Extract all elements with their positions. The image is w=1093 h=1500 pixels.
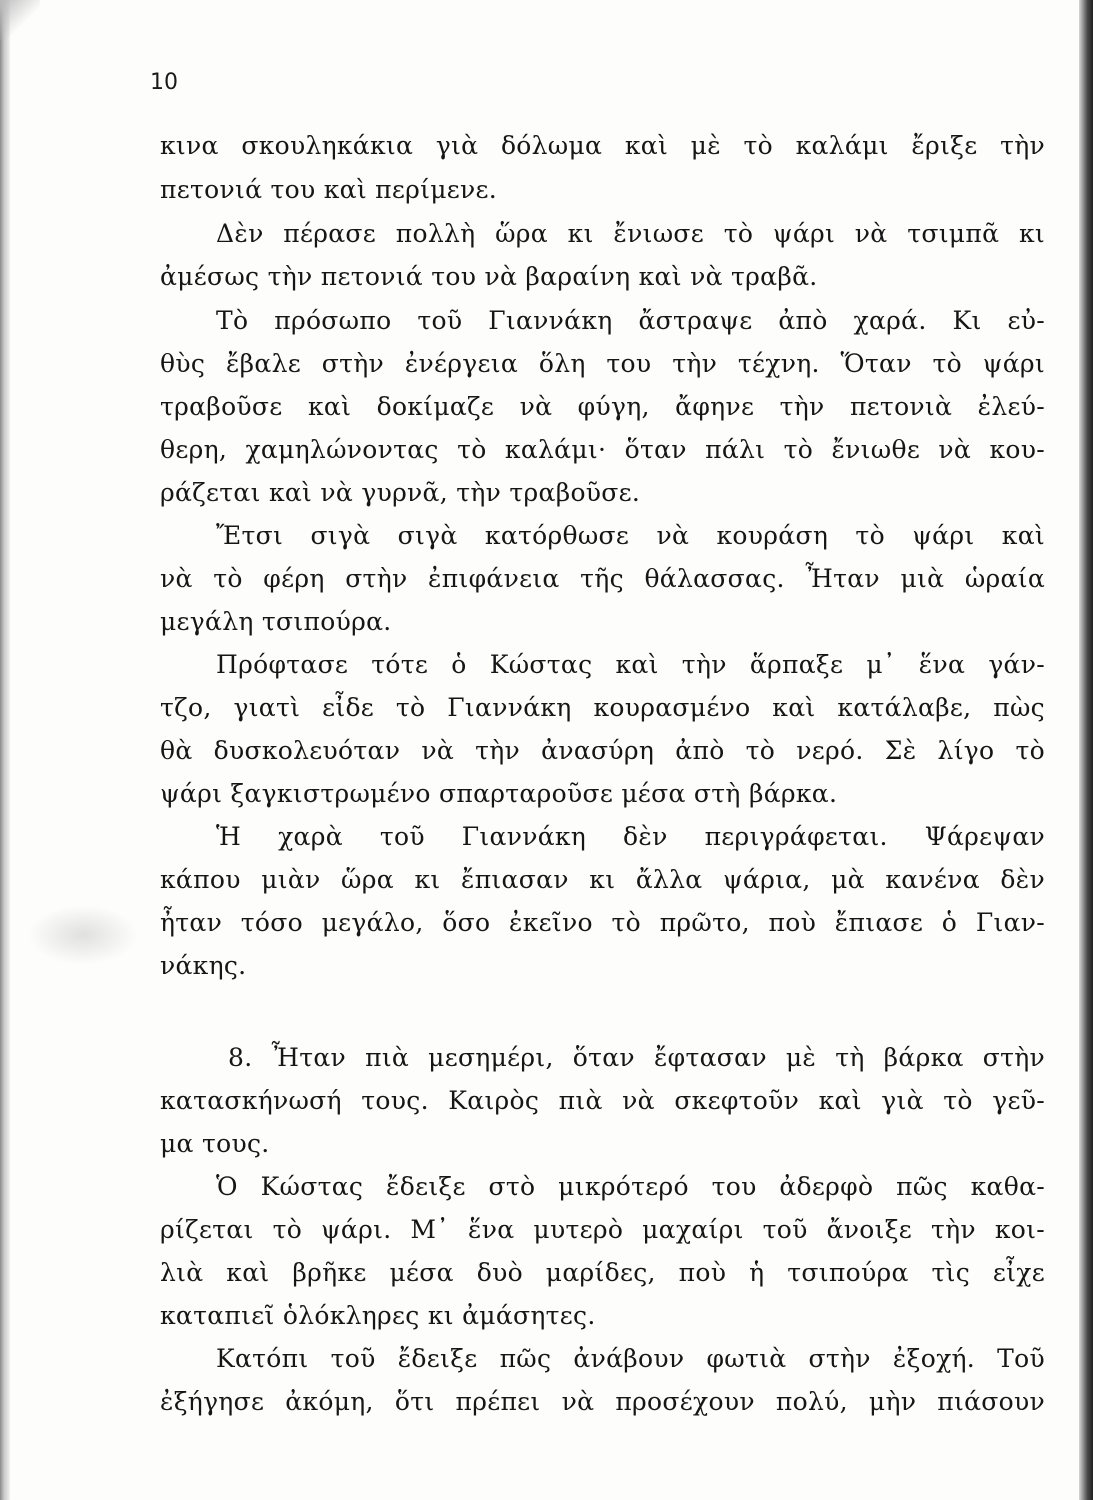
text-line: μα τους. — [160, 1129, 270, 1158]
text-line: κινα σκουληκάκια γιὰ δόλωμα καὶ μὲ τὸ καλάμι ἔριξε τὴν — [160, 131, 1045, 160]
text-line: Κατόπι τοῦ ἔδειξε πῶς ἀνάβουν φωτιὰ στὴν ἐξοχή. Τοῦ — [216, 1344, 1045, 1373]
text-line: θὺς ἔβαλε στὴν ἐνέργεια ὅλη του τὴν τέχνη. Ὅταν τὸ ψάρι — [160, 349, 1045, 378]
scan-corner-shadow — [0, 0, 40, 40]
text-line: θὰ δυσκολευόταν νὰ τὴν ἀνασύρη ἀπὸ τὸ νερό. Σὲ λίγο τὸ — [160, 736, 1045, 765]
text-line: Ἔτσι σιγὰ σιγὰ κατόρθωσε νὰ κουράση τὸ ψάρι καὶ — [216, 521, 1045, 550]
text-line: Ὁ Κώστας ἔδειξε στὸ μικρότερό του ἀδερφὸ πῶς καθα- — [216, 1172, 1045, 1201]
text-line: κατασκήνωσή τους. Καιρὸς πιὰ νὰ σκεφτοῦν καὶ γιὰ τὸ γεῦ- — [160, 1086, 1045, 1115]
section-start-line: 8. Ἦταν πιὰ μεσημέρι, ὅταν ἔφτασαν μὲ τὴ βάρκα στὴν — [228, 1043, 1045, 1072]
text-line: μεγάλη τσιπούρα. — [160, 607, 392, 636]
text-line: ρίζεται τὸ ψάρι. Μ᾿ ἕνα μυτερὸ μαχαίρι τοῦ ἄνοιξε τὴν κοι- — [160, 1215, 1045, 1244]
scan-smudge — [28, 905, 138, 965]
scan-edge-right — [1079, 0, 1093, 1500]
text-line: τζο, γιατὶ εἶδε τὸ Γιαννάκη κουρασμένο καὶ κατάλαβε, πὼς — [160, 693, 1045, 722]
text-line: λιὰ καὶ βρῆκε μέσα δυὸ μαρίδες, ποὺ ἡ τσιπούρα τὶς εἶχε — [160, 1258, 1045, 1287]
text-line: θερη, χαμηλώνοντας τὸ καλάμι· ὅταν πάλι τὸ ἔνιωθε νὰ κου- — [160, 435, 1045, 464]
text-line: Ἡ χαρὰ τοῦ Γιαννάκη δὲν περιγράφεται. Ψάρεψαν — [216, 822, 1045, 851]
scan-edge-left — [0, 0, 10, 1500]
text-line: κάπου μιὰν ὥρα κι ἔπιασαν κι ἄλλα ψάρια, μὰ κανένα δὲν — [160, 865, 1045, 894]
text-line: τραβοῦσε καὶ δοκίμαζε νὰ φύγη, ἄφηνε τὴν πετονιὰ ἐλεύ- — [160, 392, 1045, 421]
text-line: Δὲν πέρασε πολλὴ ὥρα κι ἔνιωσε τὸ ψάρι νὰ τσιμπᾶ κι — [216, 219, 1045, 248]
text-line: ἐξήγησε ἀκόμη, ὅτι πρέπει νὰ προσέχουν πολύ, μὴν πιάσουν — [160, 1387, 1045, 1416]
text-line: νάκης. — [160, 951, 247, 980]
text-line: νὰ τὸ φέρη στὴν ἐπιφάνεια τῆς θάλασσας. Ἦταν μιὰ ὡραία — [160, 564, 1045, 593]
text-line: ψάρι ξαγκιστρωμένο σπαρταροῦσε μέσα στὴ βάρκα. — [160, 779, 838, 808]
text-line: Πρόφτασε τότε ὁ Κώστας καὶ τὴν ἅρπαξε μ᾿ ἕνα γάν- — [216, 650, 1045, 679]
text-line: καταπιεῖ ὁλόκληρες κι ἀμάσητες. — [160, 1301, 596, 1330]
text-line: ἀμέσως τὴν πετονιά του νὰ βαραίνη καὶ νὰ τραβᾶ. — [160, 262, 818, 291]
text-line: πετονιά του καὶ περίμενε. — [160, 175, 498, 204]
text-line: ράζεται καὶ νὰ γυρνᾶ, τὴν τραβοῦσε. — [160, 478, 641, 507]
text-line: Τὸ πρόσωπο τοῦ Γιαννάκη ἄστραψε ἀπὸ χαρά. Κι εὐ- — [216, 306, 1045, 335]
page-number: 10 — [150, 70, 178, 95]
text-line: ἦταν τόσο μεγάλο, ὅσο ἐκεῖνο τὸ πρῶτο, ποὺ ἔπιασε ὁ Γιαν- — [160, 908, 1045, 937]
